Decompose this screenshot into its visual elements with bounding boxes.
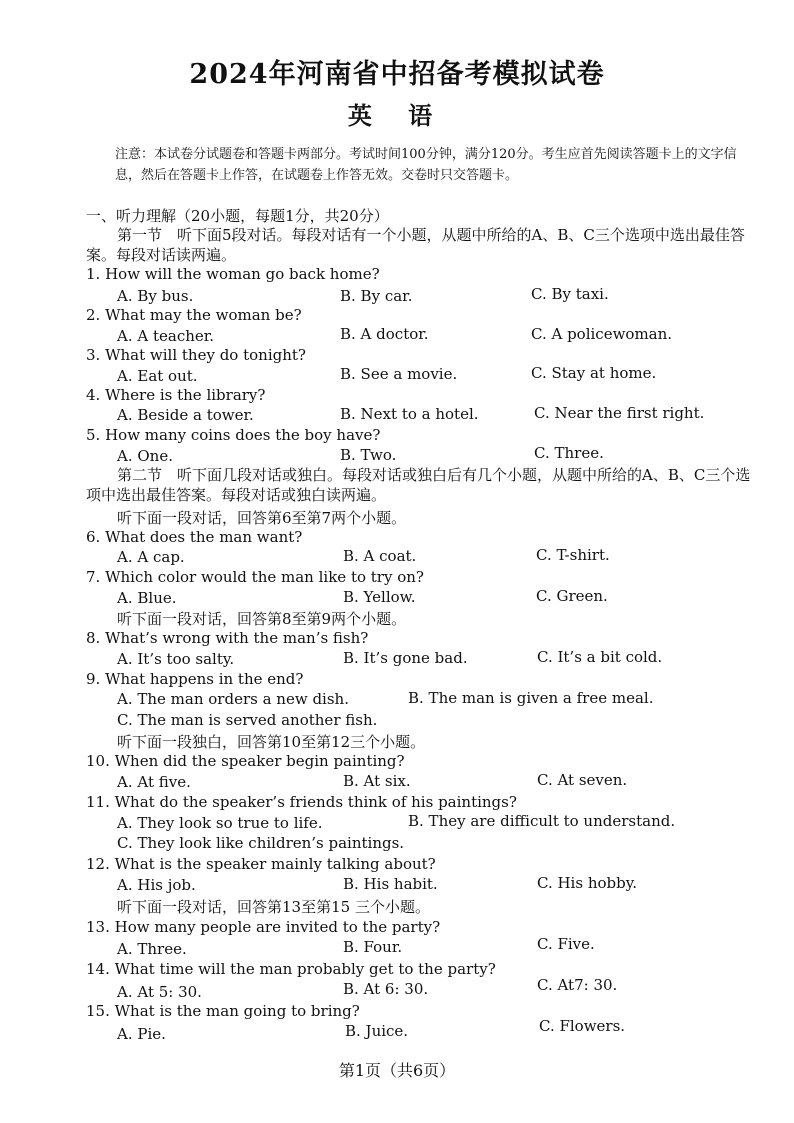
q1-option-a: A. By bus.: [117, 287, 194, 305]
question-14: 14. What time will the man probably get to the party?: [86, 960, 496, 978]
question-12: 12. What is the speaker mainly talking about?: [86, 855, 436, 873]
question-5: 5. How many coins does the boy have?: [86, 426, 381, 444]
question-10: 10. When did the speaker begin painting?: [86, 752, 405, 770]
q11-option-a: A. They look so true to life.: [117, 814, 323, 832]
question-4: 4. Where is the library?: [86, 386, 266, 404]
q8-option-c: C. It’s a bit cold.: [537, 648, 663, 666]
question-2: 2. What may the woman be?: [86, 306, 302, 324]
q4-option-c: C. Near the first right.: [534, 404, 705, 422]
subheading-6-7: 听下面一段对话，回答第6至第7两个小题。: [117, 509, 407, 527]
q12-option-b: B. His habit.: [343, 875, 438, 893]
q5-option-c: C. Three.: [534, 444, 604, 462]
q9-option-b: B. The man is given a free meal.: [408, 689, 654, 707]
subheading-13-15: 听下面一段对话，回答第13至第15 三个小题。: [117, 898, 430, 916]
question-6: 6. What does the man want?: [86, 528, 303, 546]
q4-option-b: B. Next to a hotel.: [340, 405, 479, 423]
q1-option-c: C. By taxi.: [531, 285, 609, 303]
question-11: 11. What do the speaker’s friends think of his paintings?: [86, 793, 517, 811]
q4-option-a: A. Beside a tower.: [117, 406, 254, 424]
section-heading: 一、听力理解（20小题，每题1分，共20分）: [86, 207, 389, 225]
q15-option-b: B. Juice.: [345, 1022, 409, 1040]
q2-option-a: A. A teacher.: [117, 327, 215, 345]
question-13: 13. How many people are invited to the party?: [86, 918, 441, 936]
part2-instructions: 第二节 听下面几段对话或独白。每段对话或独白后有几个小题，从题中所给的A、B、C三个选项中选出最佳答案。每段对话或独白读两遍。: [86, 466, 751, 504]
q2-option-b: B. A doctor.: [340, 325, 429, 343]
q15-option-a: A. Pie.: [117, 1025, 166, 1043]
q3-option-b: B. See a movie.: [340, 365, 458, 383]
q9-option-a: A. The man orders a new dish.: [117, 690, 349, 708]
q8-option-a: A. It’s too salty.: [117, 650, 235, 668]
exam-title: 2024年河南省中招备考模拟试卷: [189, 59, 605, 90]
q5-option-a: A. One.: [117, 447, 173, 465]
question-3: 3. What will they do tonight?: [86, 346, 306, 364]
q11-option-b: B. They are difficult to understand.: [408, 812, 676, 830]
q6-option-c: C. T-shirt.: [536, 546, 610, 564]
q5-option-b: B. Two.: [340, 446, 397, 464]
part1-instructions: 第一节 听下面5段对话。每段对话有一个小题，从题中所给的A、B、C三个选项中选出最佳答案。每段对话读两遍。: [86, 226, 745, 264]
q11-option-c: C. They look like children’s paintings.: [117, 834, 405, 852]
question-9: 9. What happens in the end?: [86, 670, 304, 688]
question-8: 8. What’s wrong with the man’s fish?: [86, 629, 369, 647]
q3-option-a: A. Eat out.: [117, 367, 198, 385]
q10-option-c: C. At seven.: [537, 771, 628, 789]
subheading-10-12: 听下面一段独白，回答第10至第12三个小题。: [117, 733, 426, 751]
exam-subject: 英 语: [347, 101, 447, 130]
q3-option-c: C. Stay at home.: [531, 364, 657, 382]
q10-option-a: A. At five.: [117, 773, 191, 791]
question-15: 15. What is the man going to bring?: [86, 1002, 360, 1020]
q10-option-b: B. At six.: [343, 772, 411, 790]
q7-option-c: C. Green.: [536, 587, 608, 605]
q12-option-a: A. His job.: [117, 876, 196, 894]
q13-option-b: B. Four.: [343, 938, 403, 956]
q14-option-b: B. At 6: 30.: [343, 980, 429, 998]
q13-option-a: A. Three.: [117, 940, 187, 958]
subheading-8-9: 听下面一段对话，回答第8至第9两个小题。: [117, 610, 407, 628]
exam-notice: 注意：本试卷分试题卷和答题卡两部分。考试时间100分钟，满分120分。考生应首先阅读答题卡上的文字信息，然后在答题卡上作答，在试题卷上作答无效。交卷时只交答题卡。: [115, 147, 737, 183]
q1-option-b: B. By car.: [340, 287, 413, 305]
q8-option-b: B. It’s gone bad.: [343, 649, 468, 667]
q14-option-a: A. At 5: 30.: [117, 983, 202, 1001]
q9-option-c: C. The man is served another fish.: [117, 711, 378, 729]
q7-option-b: B. Yellow.: [343, 588, 416, 606]
q6-option-b: B. A coat.: [343, 547, 417, 565]
q13-option-c: C. Five.: [537, 935, 595, 953]
question-1: 1. How will the woman go back home?: [86, 265, 380, 283]
page-number: 第1页（共6页）: [338, 1061, 456, 1080]
q6-option-a: A. A cap.: [117, 548, 185, 566]
question-7: 7. Which color would the man like to try on?: [86, 568, 424, 586]
q15-option-c: C. Flowers.: [539, 1017, 626, 1035]
q14-option-c: C. At7: 30.: [537, 976, 618, 994]
q2-option-c: C. A policewoman.: [531, 325, 673, 343]
q7-option-a: A. Blue.: [117, 589, 177, 607]
q12-option-c: C. His hobby.: [537, 874, 637, 892]
